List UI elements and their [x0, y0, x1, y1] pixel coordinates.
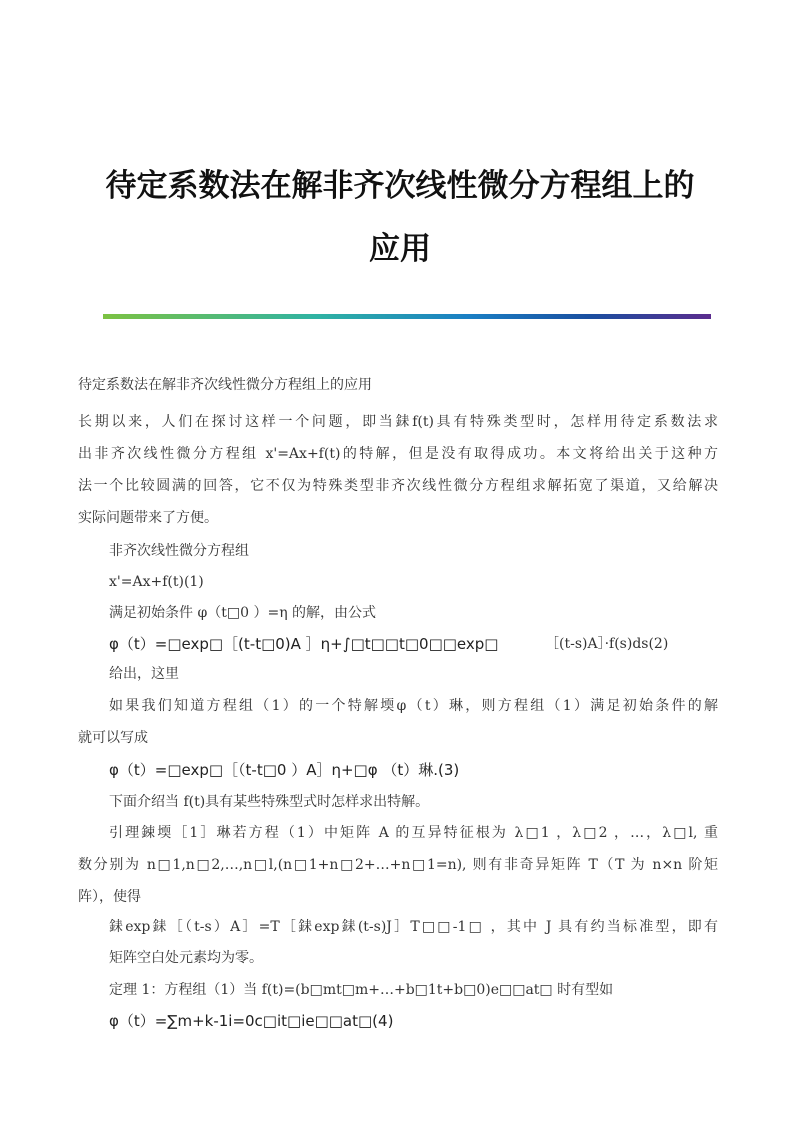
initial-condition: 满足初始条件 φ（t□0 ）=η 的解，由公式 — [109, 605, 377, 621]
jordan-line-1: 銇exp銇［（t-s）A］=T［銇exp銇(t-s)J］T□□-1□ ，其中 J 具有约当标准型，即有 — [109, 919, 718, 935]
jordan-line-2: 矩阵空白处元素均为零。 — [109, 950, 263, 966]
particular-line-1: 如果我们知道方程组（1）的一个特解堧φ（t）琳，则方程组（1）满足初始条件的解 — [109, 698, 718, 714]
formula-2-right: ［(t-s)A］·f(s)ds(2) — [545, 636, 669, 652]
formula-2-left: φ（t）=□exp□［(t-t□0)A ］η+∫□t□□t□0□□exp□ — [109, 635, 499, 653]
lemma-line-2: 数分别为 n□1,n□2,…,n□l,(n□1+n□2+…+n□1=n), 则有非奇异矩阵 T（T 为 n×n 阶矩 — [78, 857, 718, 873]
intro-line-1: 长期以来，人们在探讨这样一个问题，即当銇f(t)具有特殊类型时，怎样用待定系数法求 — [78, 414, 718, 430]
heading-system: 非齐次线性微分方程组 — [109, 543, 249, 559]
gradient-divider — [103, 314, 711, 319]
lemma-line-1: 引理鋉堧［1］琳若方程（1）中矩阵 A 的互异特征根为 λ□1 ，λ□2 ，…，λ□l, 重 — [109, 825, 718, 841]
equation-1: x'=Ax+f(t)(1) — [109, 574, 204, 590]
document-title-line-2: 应用 — [369, 231, 431, 267]
intro-line-2: 出非齐次线性微分方程组 x'=Ax+f(t)的特解，但是没有取得成功。本文将给出关于这种方 — [78, 446, 718, 462]
subtitle: 待定系数法在解非齐次线性微分方程组上的应用 — [78, 377, 372, 393]
document-title-line-1: 待定系数法在解非齐次线性微分方程组上的 — [105, 168, 695, 204]
given-text: 给出，这里 — [109, 666, 179, 682]
intro-special: 下面介绍当 f(t)具有某些特殊型式时怎样求出特解。 — [109, 794, 430, 810]
formula-4: φ（t）=∑m+k-1i=0c□it□ie□□at□(4) — [109, 1012, 394, 1030]
formula-3: φ（t）=□exp□［（t-t□0 ）A］η+□φ （t）琳.(3) — [109, 761, 460, 779]
lemma-line-3: 阵），使得 — [78, 889, 141, 905]
intro-line-3: 法一个比较圆满的回答，它不仅为特殊类型非齐次线性微分方程组求解拓宽了渠道，又给解决 — [78, 478, 718, 494]
intro-line-4: 实际问题带来了方便。 — [78, 510, 218, 526]
theorem-1: 定理 1：方程组（1）当 f(t)=(b□mt□m+…+b□1t+b□0)e□□at□ 时有型如 — [109, 982, 614, 998]
particular-line-2: 就可以写成 — [78, 730, 148, 746]
